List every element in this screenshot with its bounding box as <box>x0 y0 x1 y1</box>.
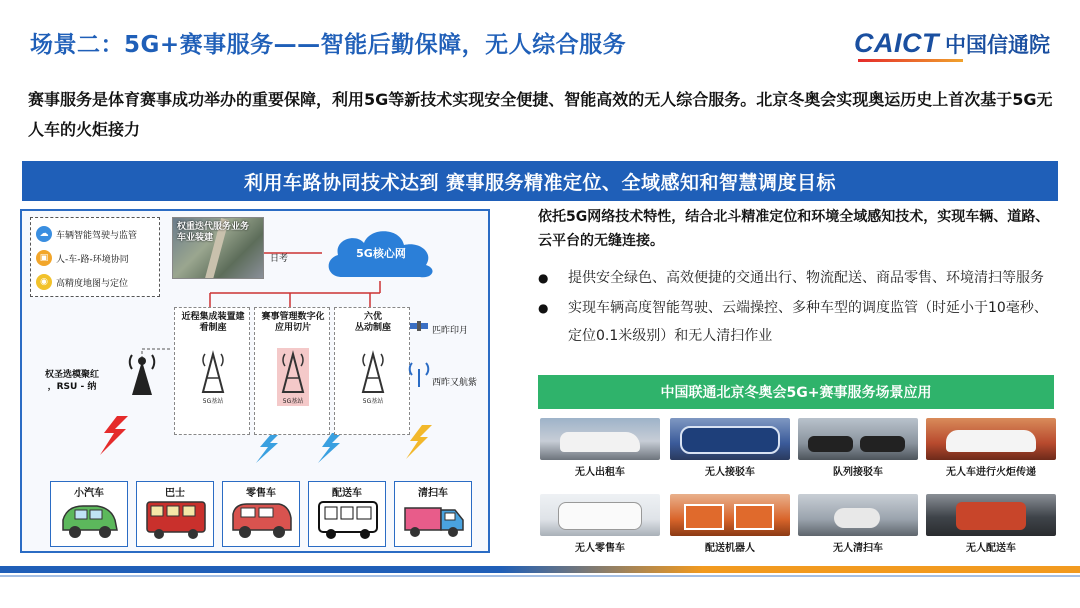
footer-accent-bar <box>500 566 1080 573</box>
photo-caption: 无人接驳车 <box>705 467 755 478</box>
logo-underline <box>858 59 963 62</box>
bullet-item: ● 提供安全绿色、高效便捷的交通出行、物流配送、商品零售、环境清扫等服务 <box>538 264 1058 292</box>
satellite-label-2: 西昨又航紫 <box>432 378 478 388</box>
vehicle-label: 巴士 <box>165 488 185 499</box>
tower-caption: 5G基站 <box>362 398 384 405</box>
bullet-list <box>538 264 1058 352</box>
legend-item-map <box>36 270 154 294</box>
cloud-label: 5G核心网 <box>356 247 406 260</box>
vehicle-delivery <box>308 481 386 547</box>
slice-label: 近程集成装置建 看制座 <box>181 312 245 333</box>
photo-caption: 无人零售车 <box>575 543 625 554</box>
photo-retail <box>540 494 660 554</box>
aerial-map-image <box>172 217 264 279</box>
bus-icon <box>143 496 209 544</box>
vehicle-sweeper <box>394 481 472 547</box>
sweeper-truck-icon <box>401 496 467 544</box>
architecture-diagram <box>20 209 490 553</box>
antenna-icon <box>408 361 430 387</box>
vehicle-bus <box>136 481 214 547</box>
application-banner: 中国联通北京冬奥会5G+赛事服务场景应用 <box>538 375 1054 409</box>
taxi-photo <box>540 418 660 460</box>
tower-icon <box>197 348 229 394</box>
vehicle-label: 配送车 <box>332 488 362 499</box>
legend-label: 车辆智能驾驶与监管 <box>56 230 138 241</box>
caict-logo <box>854 28 1050 59</box>
photo-taxi <box>540 418 660 478</box>
legend-item-driving <box>36 222 154 246</box>
vehicle-label: 清扫车 <box>418 488 448 499</box>
bus-icon: ▣ <box>36 250 52 266</box>
rsu-tower-icon <box>124 353 160 397</box>
photo-grid <box>540 418 1056 558</box>
slice-label: 六优 丛动制座 <box>354 312 391 333</box>
legend-label: 人-车-路-环境协同 <box>56 254 129 265</box>
legend-label: 高精度地图与定位 <box>56 278 129 289</box>
sweeper-photo <box>798 494 918 536</box>
link-label: 日考 <box>270 254 289 264</box>
photo-caption: 无人清扫车 <box>833 543 883 554</box>
map-label: 权重迭代服务业务 车业装建 <box>177 222 250 243</box>
convoy-photo <box>798 418 918 460</box>
intro-paragraph: 赛事服务是体育赛事成功举办的重要保障，利用5G等新技术实现安全便捷、智能高效的无人综合服务。北京冬奥会实现奥运历史上首次基于5G无人车的火炬接力 <box>28 90 1053 139</box>
network-slice-2 <box>254 307 330 435</box>
network-slice-1 <box>174 307 250 435</box>
legend-item-coordination <box>36 246 154 270</box>
photo-shuttle <box>670 418 790 478</box>
vehicle-retail <box>222 481 300 547</box>
logo-english: CAICT <box>854 28 939 58</box>
vehicle-car <box>50 481 128 547</box>
photo-caption: 无人配送车 <box>966 543 1016 554</box>
bullet-item: ● 实现车辆高度智能驾驶、云端操控、多种车型的调度监管（时延小于10毫秒、定位0.1米级别）和无人清扫作业 <box>538 294 1058 350</box>
base-station <box>277 348 309 406</box>
photo-caption: 无人出租车 <box>575 467 625 478</box>
base-station <box>357 348 389 406</box>
car-icon <box>57 496 123 544</box>
location-icon: ◉ <box>36 274 52 290</box>
right-description: 依托5G网络技术特性，结合北斗精准定位和环境全域感知技术，实现车辆、道路、云平台的无缝连接。 <box>538 209 1050 249</box>
delivery-robot-photo <box>670 494 790 536</box>
tower-caption: 5G基站 <box>282 398 304 405</box>
footer-line <box>0 575 1080 577</box>
network-slice-3 <box>334 307 410 435</box>
tower-caption: 5G基站 <box>202 398 224 405</box>
photo-torch <box>926 418 1056 478</box>
diagram-legend <box>30 217 160 297</box>
photo-caption: 队列接驳车 <box>833 467 883 478</box>
photo-caption: 无人车进行火炬传递 <box>946 467 1036 478</box>
rsu-label: 权圣选模聚红 ，RSU - 纳 <box>44 370 99 392</box>
base-station <box>197 348 229 406</box>
photo-sweeper <box>798 494 918 554</box>
van-icon <box>229 496 295 544</box>
vehicle-label: 零售车 <box>246 488 276 499</box>
vehicle-row <box>50 481 475 547</box>
page-title: 场景二：5G+赛事服务——智能后勤保障，无人综合服务 <box>30 32 627 58</box>
delivery-vehicle-photo <box>926 494 1056 536</box>
satellite-label-1: 匹昨印月 <box>432 326 469 336</box>
vehicle-label: 小汽车 <box>74 488 104 499</box>
photo-robot <box>670 494 790 554</box>
core-network-cloud <box>322 223 440 281</box>
photo-convoy <box>798 418 918 478</box>
shuttle-photo <box>670 418 790 460</box>
section-banner: 利用车路协同技术达到 赛事服务精准定位、全域感知和智慧调度目标 <box>22 161 1058 201</box>
tower-icon <box>357 348 389 394</box>
photo-delivery <box>926 494 1056 554</box>
retail-vehicle-photo <box>540 494 660 536</box>
photo-caption: 配送机器人 <box>705 543 755 554</box>
cloud-car-icon: ☁ <box>36 226 52 242</box>
delivery-van-icon <box>315 496 381 544</box>
slice-label: 赛事管理数字化 应用切片 <box>261 312 325 333</box>
logo-chinese: 中国信通院 <box>945 32 1050 57</box>
torch-relay-photo <box>926 418 1056 460</box>
satellite-icon <box>408 315 430 337</box>
tower-icon <box>277 348 309 394</box>
